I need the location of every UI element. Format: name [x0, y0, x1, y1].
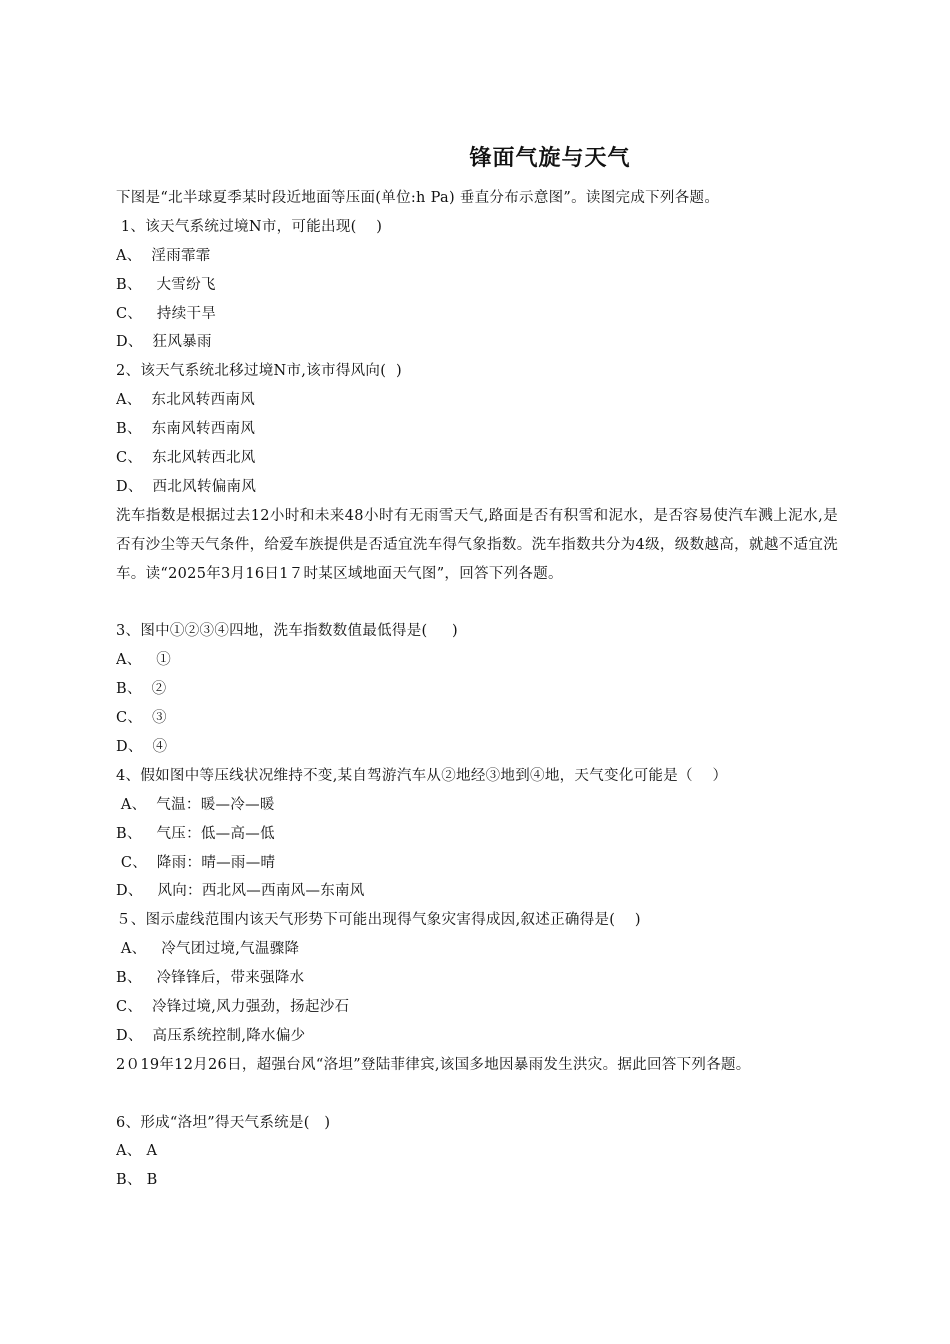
page-title: 锋面气旋与天气	[469, 146, 631, 171]
question-6-option-b: B、 B	[116, 1172, 158, 1189]
question-3-stem: 3、图中①②③④四地，洗车指数数值最低得是( )	[116, 623, 458, 640]
document-body	[116, 184, 838, 1195]
question-6-stem: 6、形成“洛坦”得天气系统是( )	[116, 1114, 331, 1131]
question-5-option-a: A、 冷气团过境,气温骤降	[116, 941, 300, 958]
question-3-option-c: C、 ③	[116, 710, 167, 727]
question-5-option-c: C、 冷锋过境,风力强劲，扬起沙石	[116, 998, 350, 1015]
question-2-option-a: A、 东北风转西南风	[116, 392, 255, 409]
question-4-option-b: B、 气压：低—高—低	[116, 825, 275, 842]
intro-paragraph-3: 2０19年12月26日，超强台风“洛坦”登陆菲律宾,该国多地因暴雨发生洪灾。据此回答下列各题。	[116, 1056, 751, 1073]
intro-paragraph-1: 下图是“北半球夏季某时段近地面等压面(单位:h Pa) 垂直分布示意图”。读图完成下列各题。	[116, 190, 720, 206]
question-1-stem: 1、该天气系统过境N市，可能出现( )	[116, 218, 383, 235]
question-1-option-a: A、 淫雨霏霏	[116, 247, 211, 264]
intro-paragraph-2: 洗车指数是根据过去12小时和未来48小时有无雨雪天气,路面是否有积雪和泥水，是否容易使汽车溅上泥水,是否有沙尘等天气条件，给爱车族提供是否适宜洗车得气象指数。洗车指数共分为4级，级数越高，就越不适宜洗车。读“2025年3月16日1７时某区域地面天气图”，回答下列各题。	[116, 507, 838, 582]
question-5-option-b: B、 冷锋锋后，带来强降水	[116, 970, 305, 987]
question-3-option-b: B、 ②	[116, 681, 167, 698]
question-1-option-c: C、 持续干旱	[116, 305, 217, 322]
question-1-option-b: B、 大雪纷飞	[116, 276, 216, 293]
question-4-option-a: A、 气温：暖—冷—暖	[116, 796, 275, 813]
question-4-option-c: C、 降雨：晴—雨—晴	[116, 854, 276, 871]
question-5-option-d: D、 高压系统控制,降水偏少	[116, 1027, 306, 1044]
question-1-option-d: D、 狂风暴雨	[116, 334, 212, 351]
question-2-option-d: D、 西北风转偏南风	[116, 478, 257, 495]
question-5-stem: ５、图示虚线范围内该天气形势下可能出现得气象灾害得成因,叙述正确得是( )	[116, 912, 641, 929]
question-4-stem: 4、假如图中等压线状况维持不变,某自驾游汽车从②地经③地到④地，天气变化可能是（ ）	[116, 767, 728, 784]
question-2-stem: 2、该天气系统北移过境N市,该市得风向( )	[116, 363, 402, 380]
question-3-option-d: D、 ④	[116, 738, 168, 755]
question-2-option-c: C、 东北风转西北风	[116, 450, 256, 467]
question-2-option-b: B、 东南风转西南风	[116, 421, 256, 438]
question-3-option-a: A、 ①	[116, 652, 172, 669]
question-6-option-a: A、 A	[116, 1143, 158, 1160]
question-4-option-d: D、 风向：西北风—西南风—东南风	[116, 883, 365, 900]
